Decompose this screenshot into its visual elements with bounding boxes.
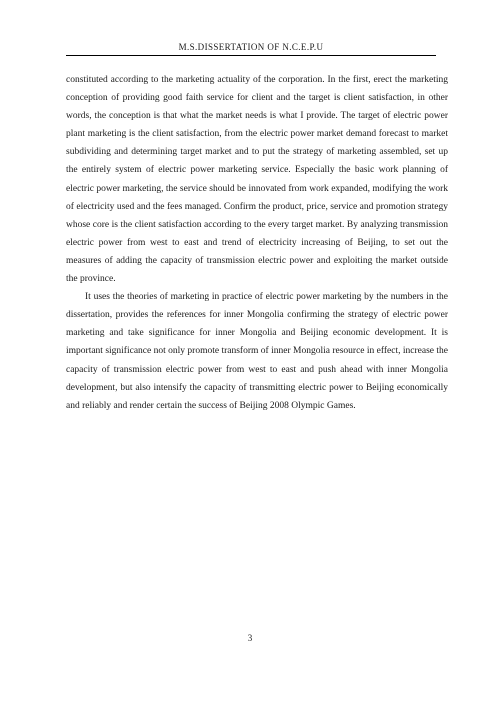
header-rule [66,55,436,56]
paragraph-continued: constituted according to the marketing actuality of the corporation. In the first, erect the marketing conception of providing good faith service for client and the target is client satisfaction, in other words, the conception is that what the market needs is what I provide. The target of electric power plant marketing is the client satisfaction, from the electric power market demand forecast to market subdividing and determining target market and to put the strategy of marketing assembled, set up the entirely system of electric power marketing service. Especially the basic work planning of electric power marketing, the service should be innovated from work expanded, modifying the work of electricity used and the fees managed. Confirm the product, price, service and promotion strategy whose core is the client satisfaction according to the every target market. By analyzing transmission electric power from west to east and trend of electricity increasing of Beijing, to set out the measures of adding the capacity of transmission electric power and exploiting the market outside the province. [66,75,448,285]
page-number: 3 [247,633,253,643]
paragraph: It uses the theories of marketing in practice of electric power marketing by the numbers in the dissertation, provides the references for inner Mongolia confirming the strategy of electric power marketing and take significance for inner Mongolia and Beijing economic development. It is important significance not only promote transform of inner Mongolia resource in effect, increase the capacity of transmission electric power from west to east and push ahead with inner Mongolia development, but also intensify the capacity of transmitting electric power to Beijing economically and reliably and render certain the success of Beijing 2008 Olympic Games. [66,292,448,411]
running-header: M.S.DISSERTATION OF N.C.E.P.U [178,42,324,52]
body-text [66,71,448,415]
